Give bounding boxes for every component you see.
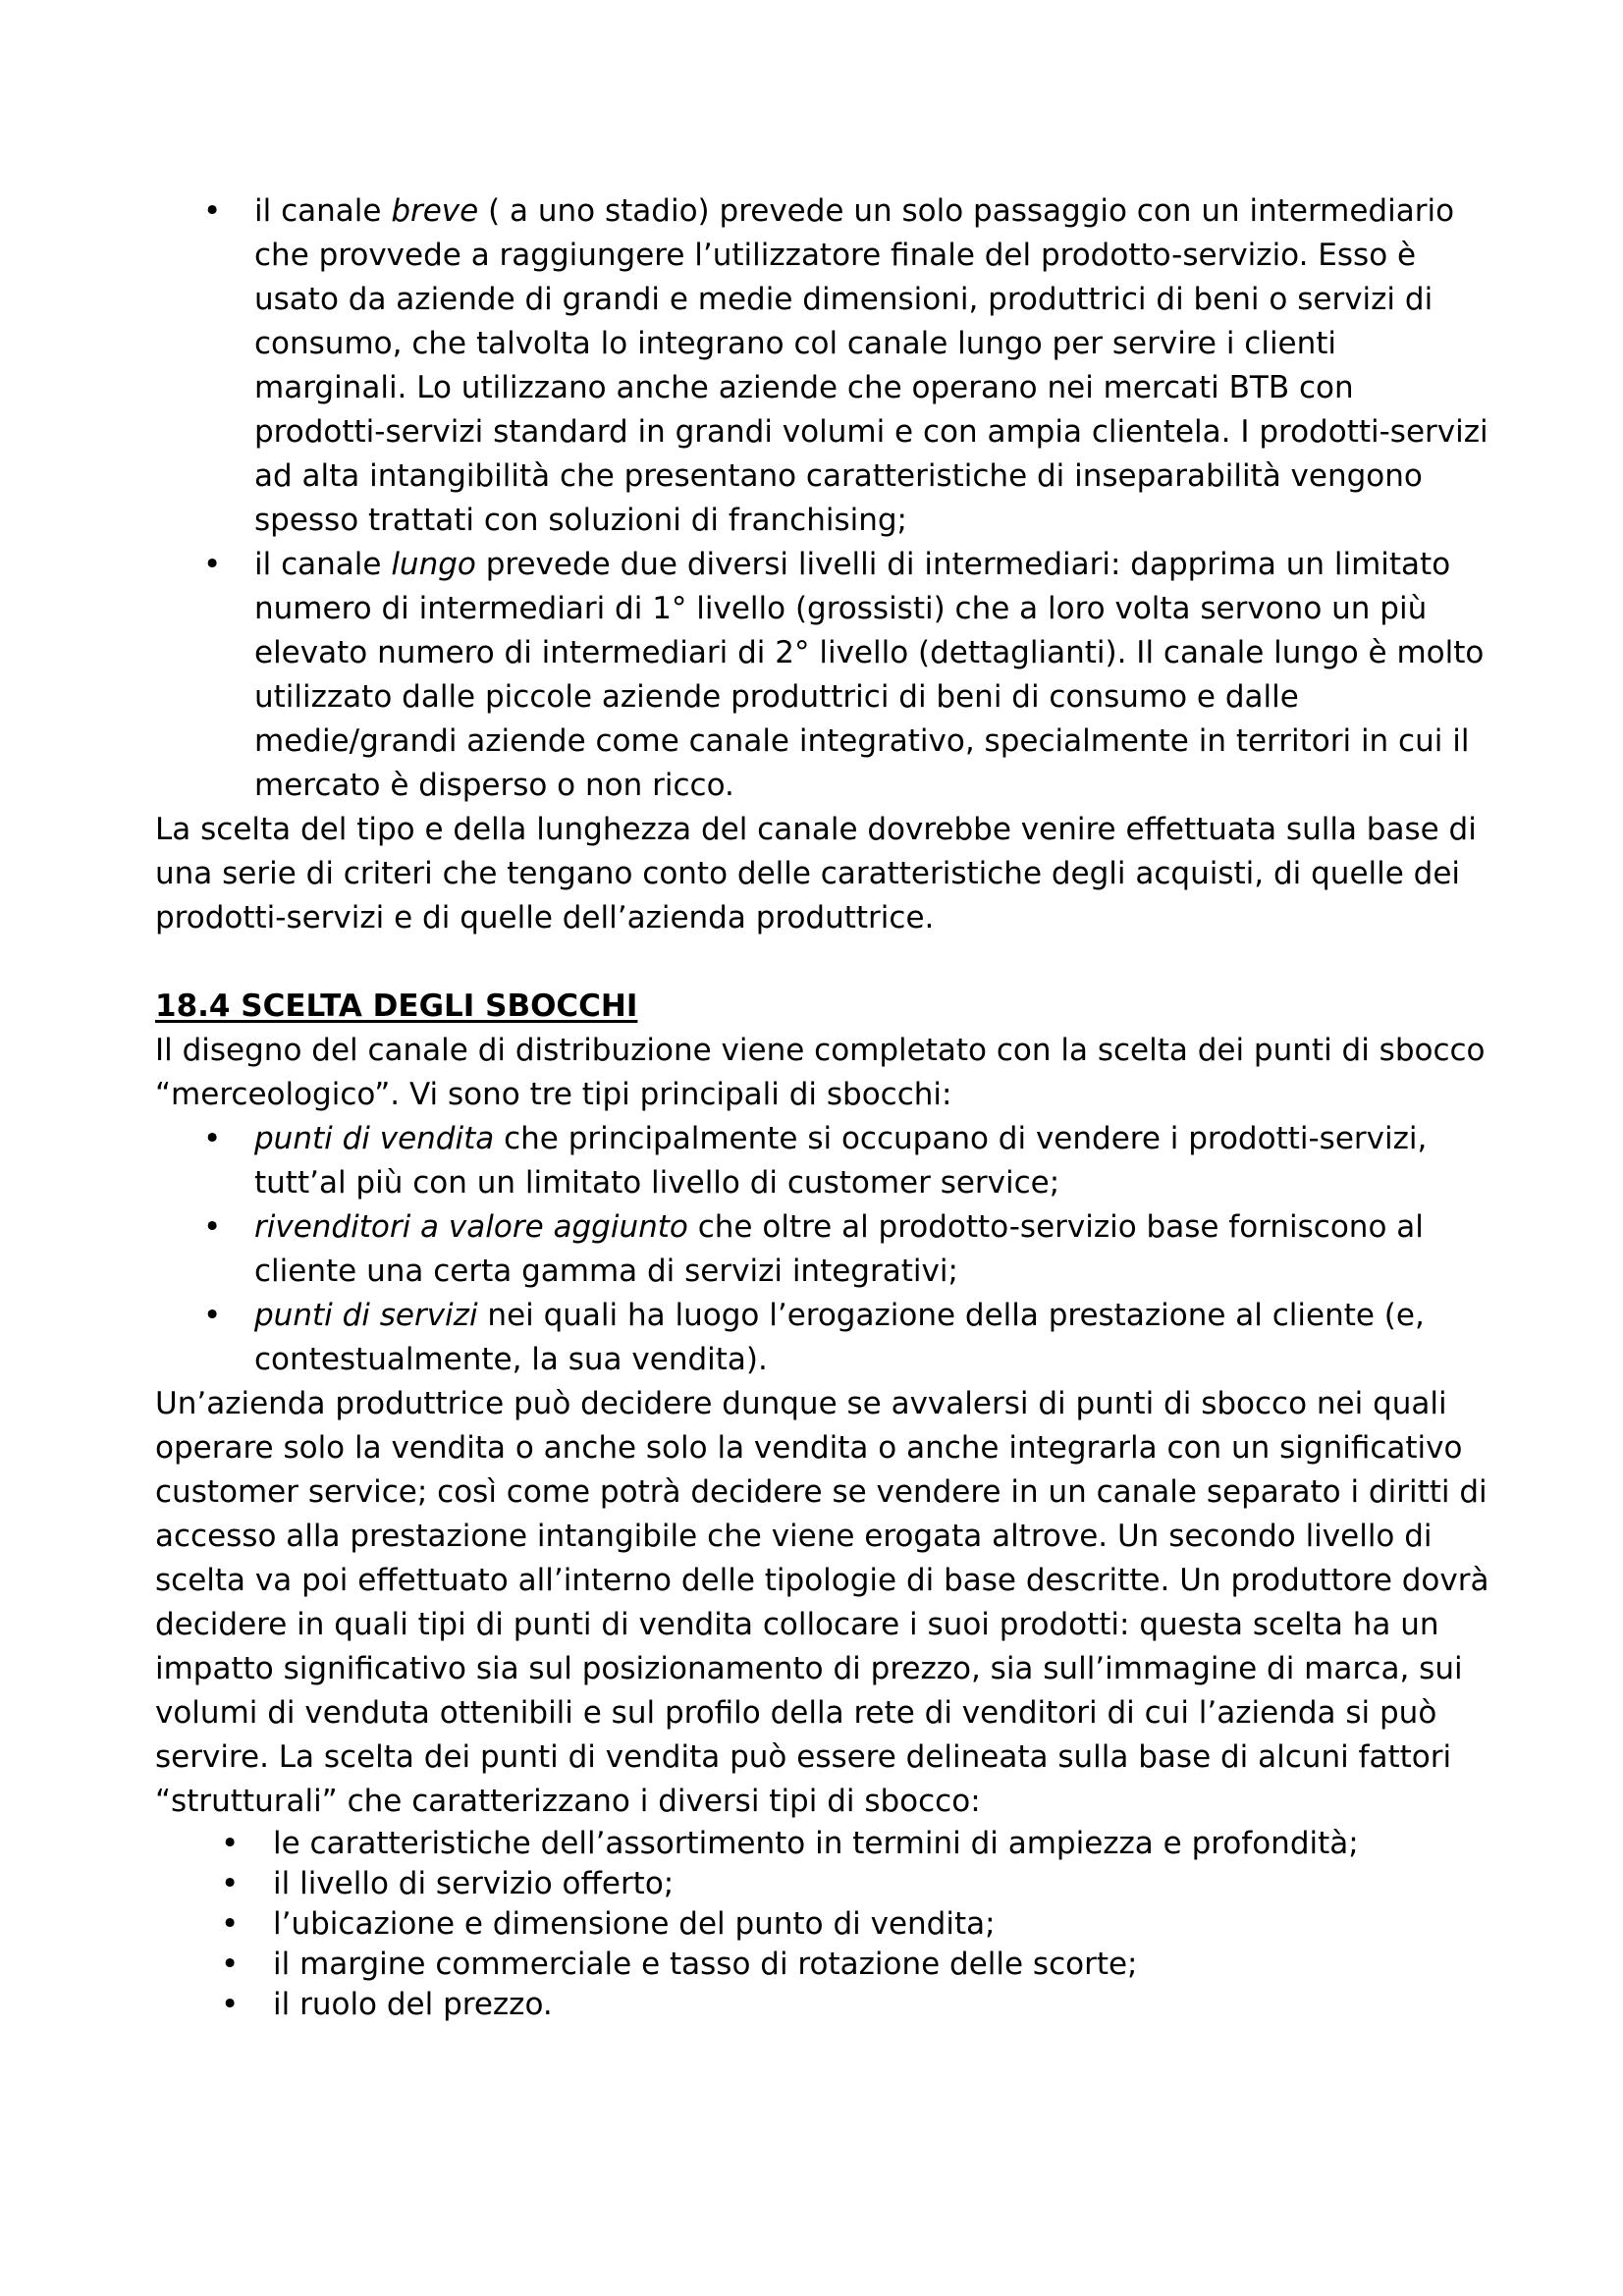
list-item-rivenditori: • rivenditori a valore aggiunto che oltre al prodotto-servizio base forniscono al cliente una certa gamma di servizi integrativi; xyxy=(155,1205,1490,1294)
section-heading: 18.4 SCELTA DEGLI SBOCCHI xyxy=(155,988,638,1024)
list-item-factor: • le caratteristiche dell’assortimento in termini di ampiezza e profondità; xyxy=(155,1824,1490,1864)
term-rivenditori: rivenditori a valore aggiunto xyxy=(254,1209,688,1245)
list-item-factor: • il margine commerciale e tasso di rotazione delle scorte; xyxy=(155,1945,1490,1985)
list-item-punti-di-servizi: • punti di servizi nei quali ha luogo l’erogazione della prestazione al cliente (e, contestualmente, la sua vendita). xyxy=(155,1294,1490,1382)
term-breve: breve xyxy=(391,193,479,229)
channel-choice-paragraph: La scelta del tipo e della lunghezza del canale dovrebbe venire effettuata sulla base di una serie di criteri che tengano conto delle caratteristiche degli acquisti, di quelle dei prodotti-servizi e di quelle dell’azienda produttrice. xyxy=(155,812,1477,935)
structural-factors-list xyxy=(155,1824,1490,2025)
document-page xyxy=(155,189,1490,2025)
outlet-types-list xyxy=(155,1117,1490,1382)
channel-types-list xyxy=(155,189,1490,808)
list-item-factor: • il ruolo del prezzo. xyxy=(155,1985,1490,2025)
term-punti-di-vendita: punti di vendita xyxy=(254,1121,495,1156)
list-item-canale-breve: • il canale breve ( a uno stadio) prevede un solo passaggio con un intermediario che provvede a raggiungere l’utilizzatore finale del prodotto-servizio. Esso è usato da aziende di grandi e medie dimensioni, produttrici di beni o servizi di consumo, che talvolta lo integrano col canale lungo per servire i clienti marginali. Lo utilizzano anche aziende che operano nei mercati BTB con prodotti-servizi standard in grandi volumi e con ampia clientela. I prodotti-servizi ad alta intangibilità che presentano caratteristiche di inseparabilità vengono spesso trattati con soluzioni di franchising; xyxy=(155,189,1490,543)
list-item-canale-lungo: • il canale lungo prevede due diversi livelli di intermediari: dapprima un limitato numero di intermediari di 1° livello (grossisti) che a loro volta servono un più elevato numero di intermediari di 2° livello (dettaglianti). Il canale lungo è molto utilizzato dalle piccole aziende produttrici di beni di consumo e dalle medie/grandi aziende come canale integrativo, specialmente in territori in cui il mercato è disperso o non ricco. xyxy=(155,543,1490,808)
section-intro-paragraph: Il disegno del canale di distribuzione viene completato con la scelta dei punti di sbocco “merceologico”. Vi sono tre tipi principali di sbocchi: xyxy=(155,1033,1486,1112)
term-punti-di-servizi: punti di servizi xyxy=(254,1298,478,1333)
list-item-factor: • il livello di servizio offerto; xyxy=(155,1864,1490,1904)
list-item-punti-di-vendita: • punti di vendita che principalmente si occupano di vendere i prodotti-servizi, tutt’al più con un limitato livello di customer service; xyxy=(155,1117,1490,1205)
term-lungo: lungo xyxy=(391,547,476,582)
list-item-factor: • l’ubicazione e dimensione del punto di vendita; xyxy=(155,1904,1490,1945)
body-paragraph: Un’azienda produttrice può decidere dunque se avvalersi di punti di sbocco nei quali operare solo la vendita o anche solo la vendita o anche integrarla con un significativo customer service; così come potrà decidere se vendere in un canale separato i diritti di accesso alla prestazione intangibile che viene erogata altrove. Un secondo livello di scelta va poi effettuato all’interno delle tipologie di base descritte. Un produttore dovrà decidere in quali tipi di punti di vendita collocare i suoi prodotti: questa scelta ha un impatto significativo sia sul posizionamento di prezzo, sia sull’immagine di marca, sui volumi di venduta ottenibili e sul profilo della rete di venditori di cui l’azienda si può servire. La scelta dei punti di vendita può essere delineata sulla base di alcuni fattori “strutturali” che caratterizzano i diversi tipi di sbocco: xyxy=(155,1386,1489,1819)
